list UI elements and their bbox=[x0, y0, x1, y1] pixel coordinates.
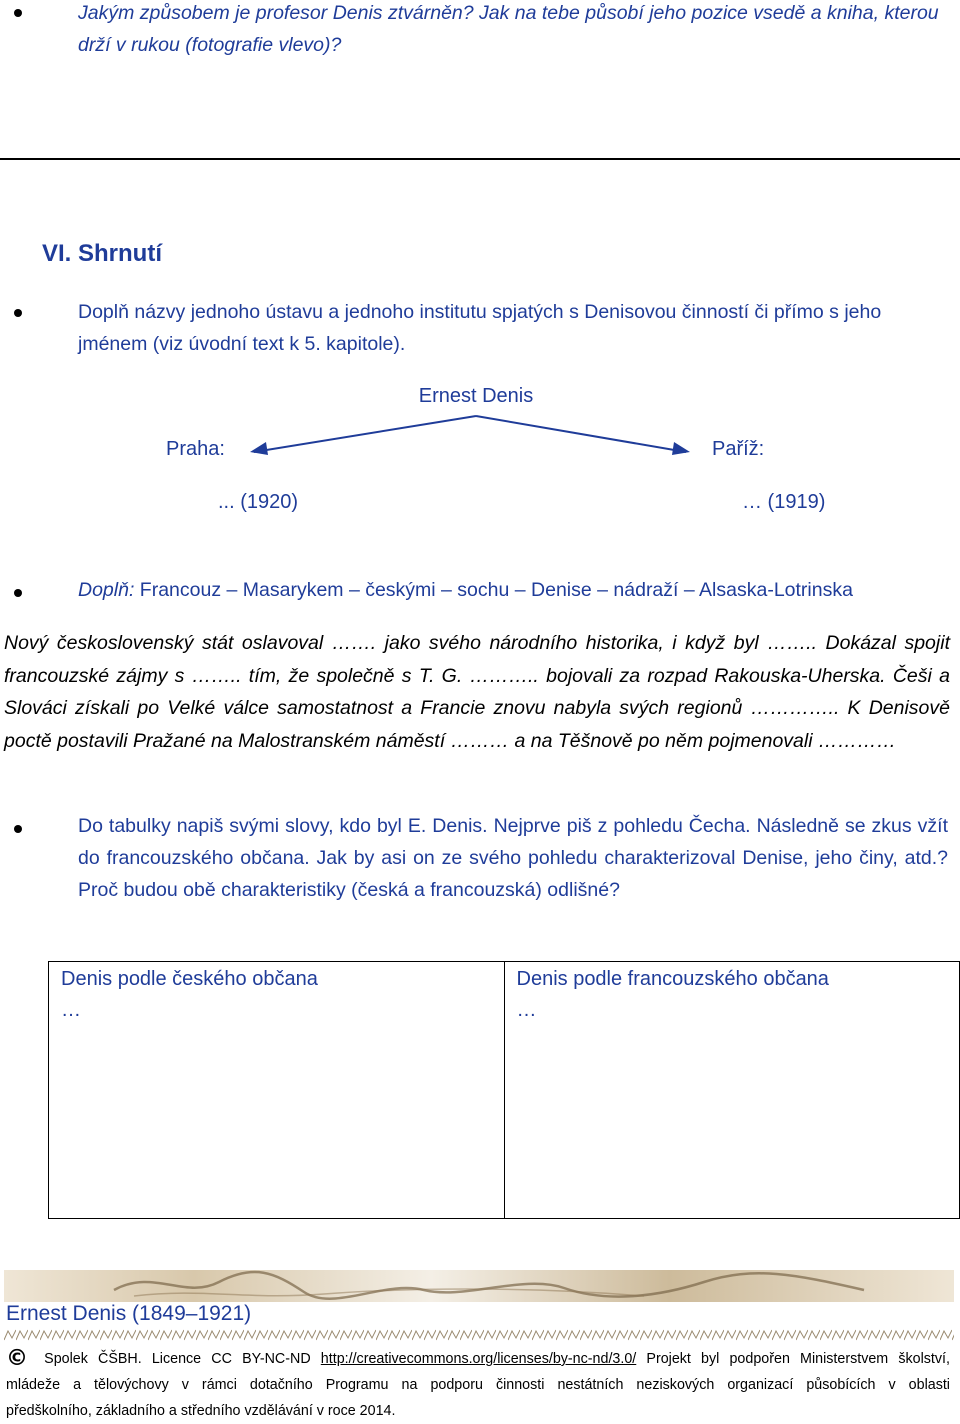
left-city-label: Praha: bbox=[166, 438, 225, 460]
license-text-start: Spolek ČŠBH. Licence CC BY-NC-ND bbox=[44, 1351, 321, 1367]
table-cell-french[interactable] bbox=[504, 962, 960, 1219]
task-1-text: Doplň názvy jednoho ústavu a jednoho institutu spjatých s Denisovou činností či přímo s jeho jménem (viz úvodní text k 5. kapitole). bbox=[78, 301, 882, 355]
denis-table bbox=[48, 961, 960, 1219]
footer-license bbox=[6, 1346, 950, 1424]
question-1: Jakým způsobem je profesor Denis ztvárněn? Jak na tebe působí jeho pozice vsedě a kniha, kterou drží v rukou (fotografie vlevo)? bbox=[78, 2, 939, 56]
left-blank: ... (1920) bbox=[218, 491, 299, 513]
fill-paragraph: Nový československý stát oslavoval ……. jako svého národního historika, i když byl …….. Dokázal spojit francouzské zájmy s …….. tím, že společně s T. G. ……….. bojovali za rozpad Rakouska-Uherska. Češi a Slováci získali po Velké válce samostatnost a Francie znovu nabyla svých regionů ………….. K Denisově poctě postavili Pražané na Malostranském náměstí ……… a na Těšnově po něm pojmenovali ………… bbox=[4, 632, 950, 752]
license-text-end: Projekt byl podpořen Ministerstvem školství, bbox=[636, 1351, 950, 1367]
copyright-icon: © bbox=[6, 1346, 28, 1371]
diagram-center-label: Ernest Denis bbox=[418, 385, 534, 407]
right-blank: … (1919) bbox=[742, 491, 826, 513]
footer-banner bbox=[4, 1270, 954, 1302]
task-3-text: Do tabulky napiš svými slovy, kdo byl E. Denis. Nejprve piš z pohledu Čecha. Následně se zkus vžít do francouzského občana. Jak by asi on ze svého pohledu charakterizoval Denise, jeho činy, atd.? Proč budou obě charakteristiky (česká a francouzská) odlišné? bbox=[78, 815, 948, 901]
task-2-label: Doplň: bbox=[78, 579, 135, 601]
arrow-right-line bbox=[476, 416, 686, 452]
task-2-words: Francouz – Masarykem – českými – sochu – Denise – nádraží – Alsaska-Lotrinska bbox=[139, 579, 853, 601]
decorative-border bbox=[4, 1328, 954, 1342]
right-city-label: Paříž: bbox=[712, 438, 765, 460]
bullet-icon bbox=[14, 9, 22, 17]
license-link[interactable]: http://creativecommons.org/licenses/by-nc-nd/3.0/ bbox=[320, 1351, 637, 1367]
divider bbox=[0, 158, 960, 160]
bullet-icon bbox=[14, 589, 22, 597]
table-cell-czech[interactable] bbox=[49, 962, 505, 1219]
table-header-french: Denis podle francouzského občana bbox=[516, 968, 829, 990]
signature-graphic bbox=[4, 1270, 954, 1302]
license-line-3: předškolního, základního a středního vzdělávání v roce 2014. bbox=[6, 1403, 396, 1419]
table-header-czech: Denis podle českého občana bbox=[61, 968, 318, 990]
arrow-left-line bbox=[254, 416, 476, 452]
footer-title: Ernest Denis (1849–1921) bbox=[6, 1302, 252, 1325]
task-2 bbox=[78, 576, 853, 604]
bullet-icon bbox=[14, 309, 22, 317]
table-value-french: … bbox=[516, 999, 537, 1021]
license-line-2: mládeže a tělovýchovy v rámci dotačního Programu na podporu činnosti nestátních neziskových organizací působících v oblasti bbox=[6, 1377, 950, 1393]
section-heading: VI. Shrnutí bbox=[42, 240, 162, 267]
bullet-icon bbox=[14, 825, 22, 833]
diagram-arrows bbox=[240, 412, 700, 462]
table-value-czech: … bbox=[61, 999, 81, 1021]
arrow-right-icon bbox=[672, 442, 690, 455]
arrow-left-icon bbox=[250, 442, 268, 455]
